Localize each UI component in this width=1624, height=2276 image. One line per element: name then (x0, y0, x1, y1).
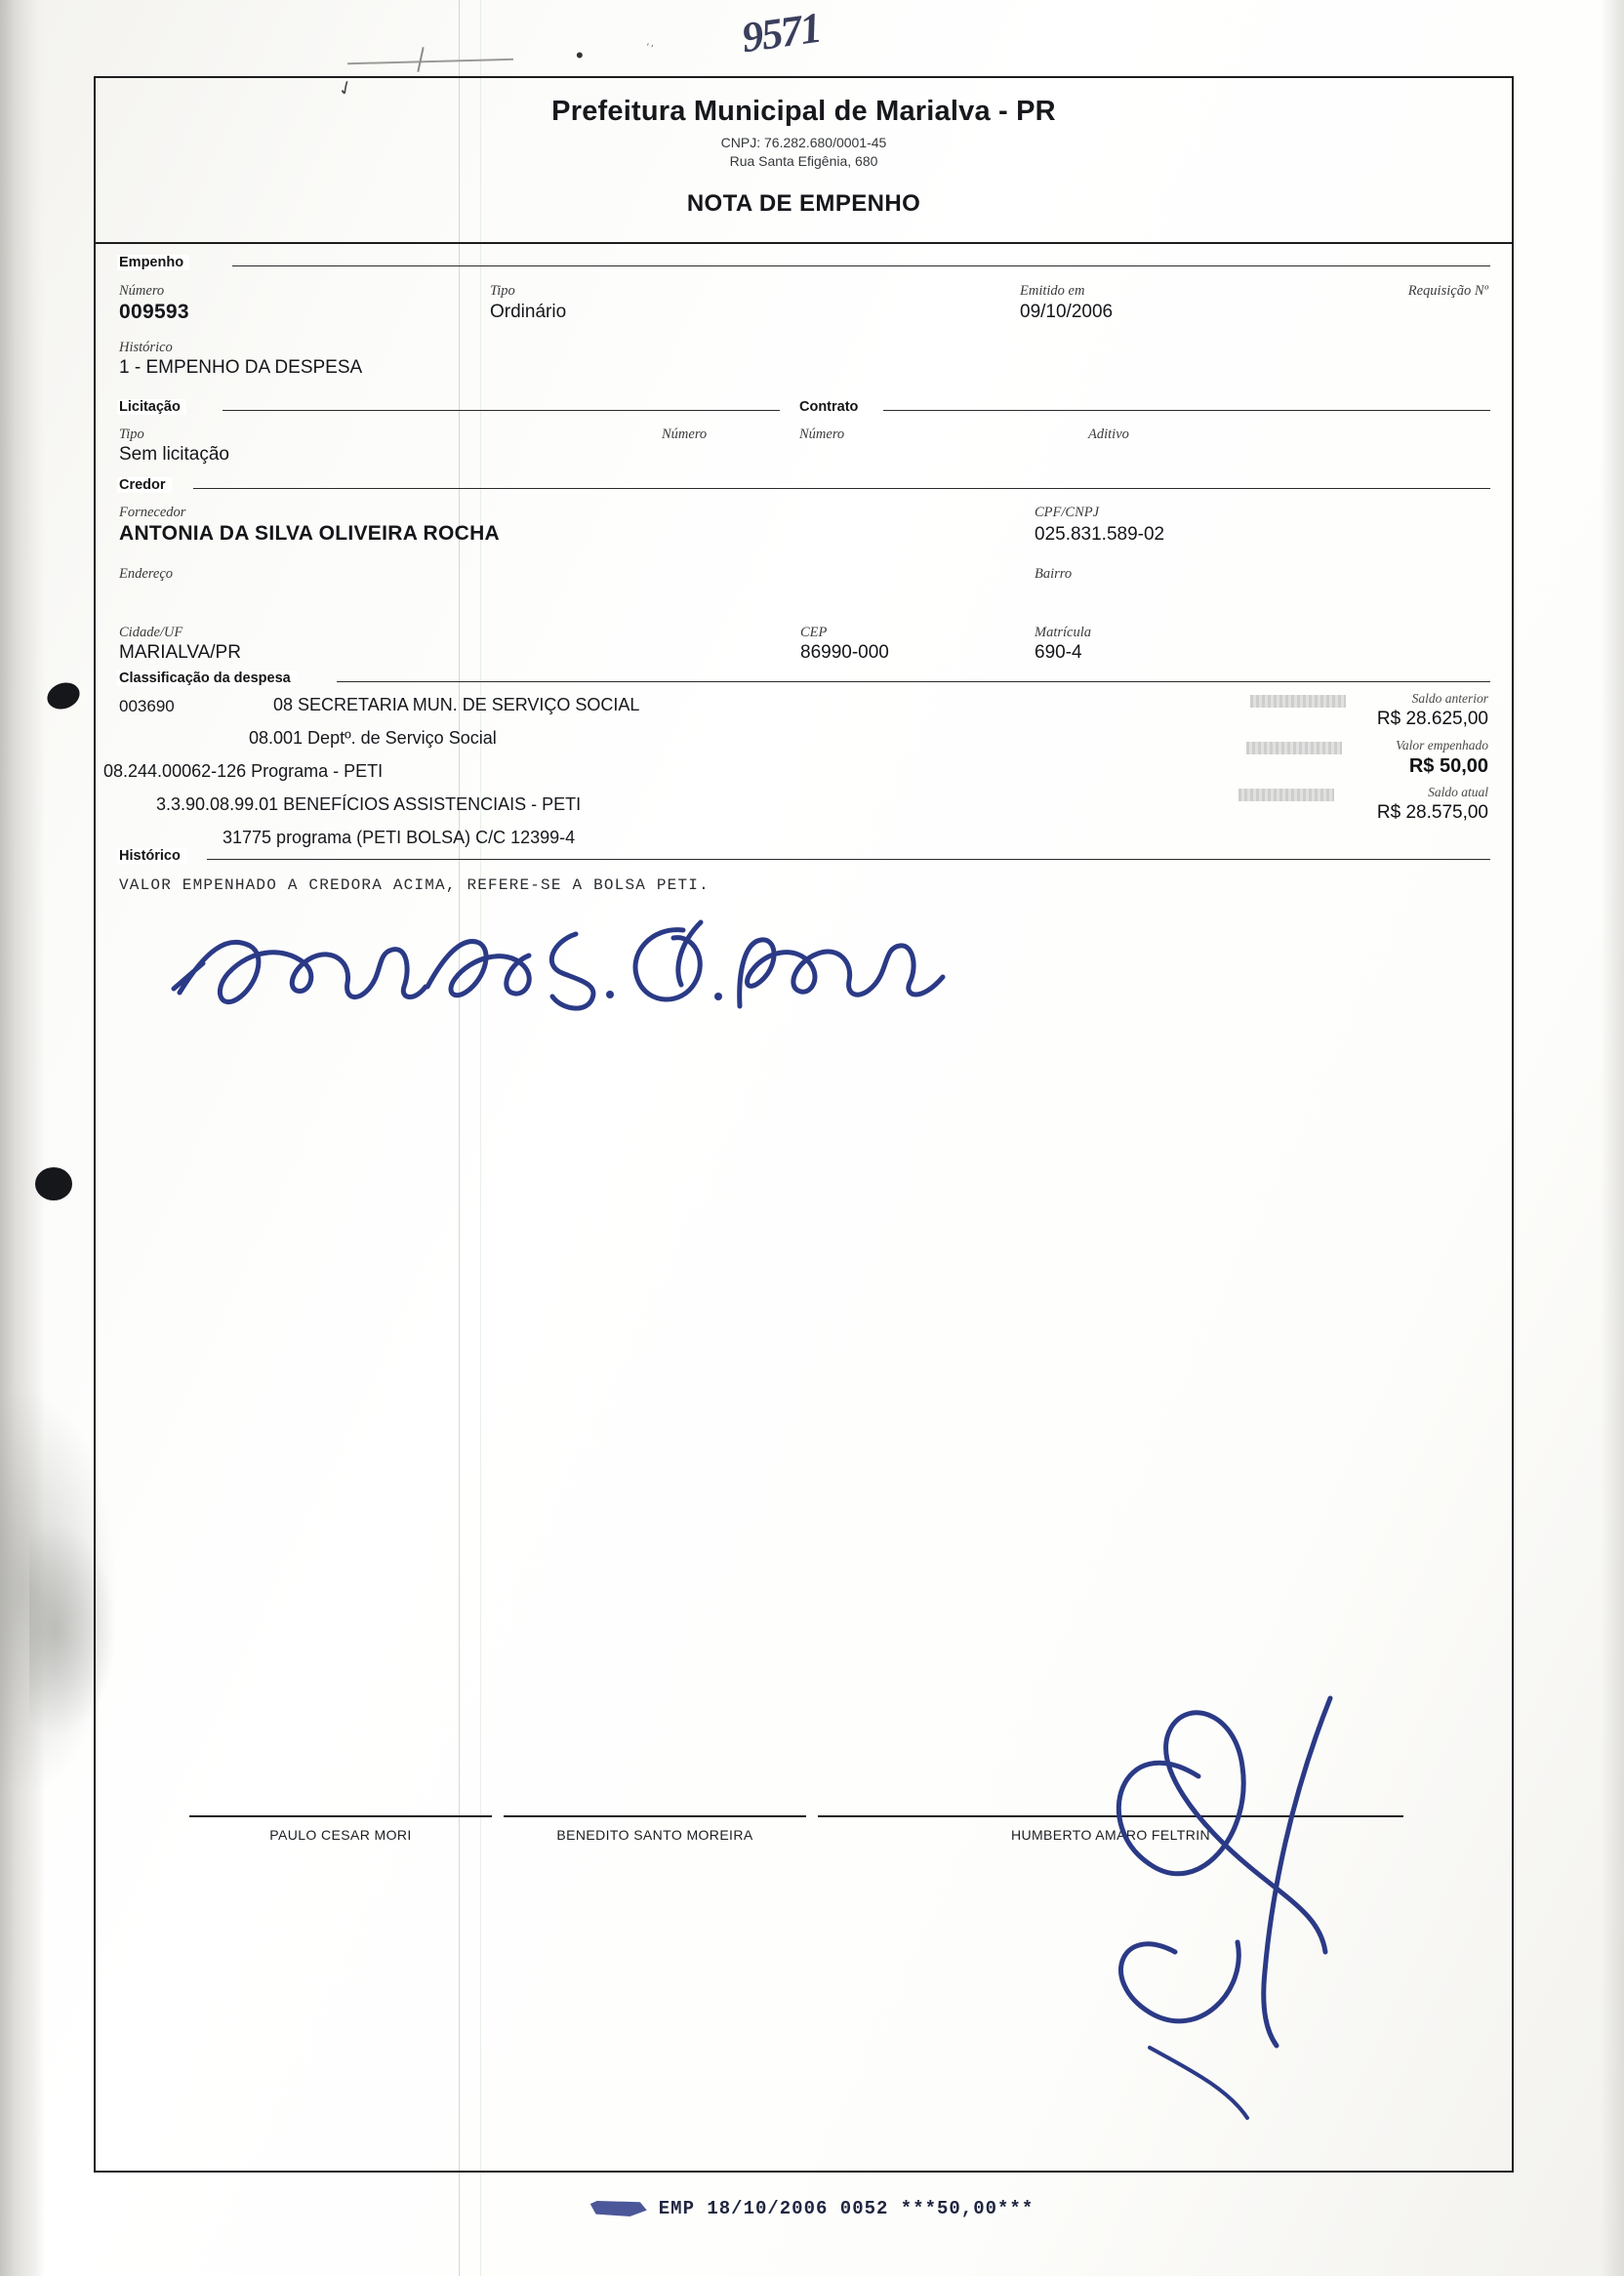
credor-cidade-value: MARIALVA/PR (119, 642, 241, 663)
credor-fornecedor-label: Fornecedor (119, 505, 186, 520)
historico-final-text: VALOR EMPENHADO A CREDORA ACIMA, REFERE-SE A BOLSA PETI. (119, 876, 710, 894)
empenho-historico-label: Histórico (119, 340, 173, 355)
page-right-edge (1601, 0, 1624, 2276)
empenho-rule (232, 265, 1490, 266)
empenho-legend: Empenho (117, 255, 189, 270)
saldo-anterior-label: Saldo anterior (1411, 691, 1488, 706)
historico-final-rule (207, 859, 1490, 860)
licitacao-numero-label: Número (662, 427, 708, 442)
empenho-tipo-value: Ordinário (490, 302, 567, 322)
handwritten-page-number: 9571 (738, 3, 824, 62)
credor-legend: Credor (117, 477, 172, 493)
empenho-tipo-label: Tipo (490, 283, 515, 299)
validation-stamp (0, 2198, 1624, 2219)
credor-cpf-value: 025.831.589-02 (1035, 524, 1165, 545)
credor-rule (193, 488, 1490, 489)
credor-cpf-label: CPF/CNPJ (1035, 505, 1100, 520)
classificacao-rule (337, 681, 1490, 682)
historico-final-legend: Histórico (117, 848, 186, 864)
valor-empenhado-value: R$ 50,00 (1408, 755, 1488, 777)
saldo-atual-value: R$ 28.575,00 (1376, 802, 1488, 823)
stamp-text: EMP 18/10/2006 0052 ***50,00*** (658, 2198, 1035, 2219)
credor-bairro-label: Bairro (1035, 566, 1073, 582)
credor-cep-label: CEP (800, 625, 828, 640)
nota-de-empenho-form (94, 76, 1514, 2173)
contrato-legend: Contrato (797, 399, 864, 415)
classificacao-code: 003690 (119, 697, 175, 715)
document-header (96, 78, 1512, 218)
signature-name-3: HUMBERTO AMARO FELTRIN (1010, 1827, 1211, 1843)
pencil-stroke (347, 59, 513, 64)
pencil-dot-mark: • (576, 43, 584, 67)
signature-line-2 (504, 1815, 806, 1817)
handwritten-signature-approver (1081, 1659, 1472, 2069)
classificacao-line-4: 31775 programa (PETI BOLSA) C/C 12399-4 (223, 828, 576, 847)
licitacao-tipo-value: Sem licitação (119, 444, 229, 465)
handwritten-signature-credor (166, 913, 966, 1039)
empenho-requisicao-label: Requisição Nº (1407, 283, 1488, 299)
credor-fornecedor-value: ANTONIA DA SILVA OLIVEIRA ROCHA (119, 522, 501, 545)
hole-punch-mark-top (44, 678, 84, 713)
signature-line-1 (189, 1815, 492, 1817)
hole-punch-mark-bottom (35, 1167, 72, 1200)
pencil-stroke-vertical (417, 47, 424, 72)
signature-name-2: BENEDITO SANTO MOREIRA (556, 1827, 753, 1843)
pencil-caret-mark: ✓ (334, 75, 358, 102)
licitacao-rule (223, 410, 780, 411)
header-address: Rua Santa Efigênia, 680 (729, 153, 878, 169)
header-divider (96, 242, 1512, 244)
credor-cep-value: 86990-000 (800, 642, 889, 663)
credor-cidade-label: Cidade/UF (119, 625, 183, 640)
page-left-shadow (0, 0, 45, 2276)
classificacao-legend: Classificação da despesa (117, 671, 297, 686)
credor-endereco-label: Endereço (119, 566, 174, 582)
pencil-tick-mark: ˈˈ (641, 39, 656, 59)
licitacao-legend: Licitação (117, 399, 186, 415)
credor-matricula-value: 690-4 (1035, 642, 1082, 663)
page-title: Prefeitura Municipal de Marialva - PR (551, 96, 1056, 127)
stamp-ink-blob (590, 2201, 647, 2216)
classificacao-line-0: 08 SECRETARIA MUN. DE SERVIÇO SOCIAL (273, 695, 640, 714)
contrato-aditivo-label: Aditivo (1088, 427, 1129, 442)
empenho-numero-label: Número (119, 283, 165, 299)
credor-matricula-label: Matrícula (1035, 625, 1091, 640)
signature-name-1: PAULO CESAR MORI (269, 1827, 412, 1843)
header-cnpj: CNPJ: 76.282.680/0001-45 (720, 135, 887, 150)
empenho-historico-value: 1 - EMPENHO DA DESPESA (119, 357, 363, 378)
saldo-atual-label: Saldo atual (1428, 785, 1488, 799)
contrato-numero-label: Número (799, 427, 845, 442)
document-type-title: NOTA DE EMPENHO (686, 190, 921, 217)
empenho-numero-value: 009593 (119, 301, 189, 323)
empenho-emitido-value: 09/10/2006 (1020, 302, 1114, 322)
classificacao-line-3: 3.3.90.08.99.01 BENEFÍCIOS ASSISTENCIAIS - PETI (156, 794, 582, 814)
licitacao-tipo-label: Tipo (119, 427, 144, 442)
contrato-rule (883, 410, 1490, 411)
classificacao-line-2: 08.244.00062-126 Programa - PETI (103, 761, 384, 781)
valor-empenhado-label: Valor empenhado (1396, 738, 1488, 752)
empenho-emitido-label: Emitido em (1020, 283, 1085, 299)
classificacao-line-1: 08.001 Deptº. de Serviço Social (249, 728, 497, 748)
saldo-anterior-value: R$ 28.625,00 (1376, 709, 1488, 729)
